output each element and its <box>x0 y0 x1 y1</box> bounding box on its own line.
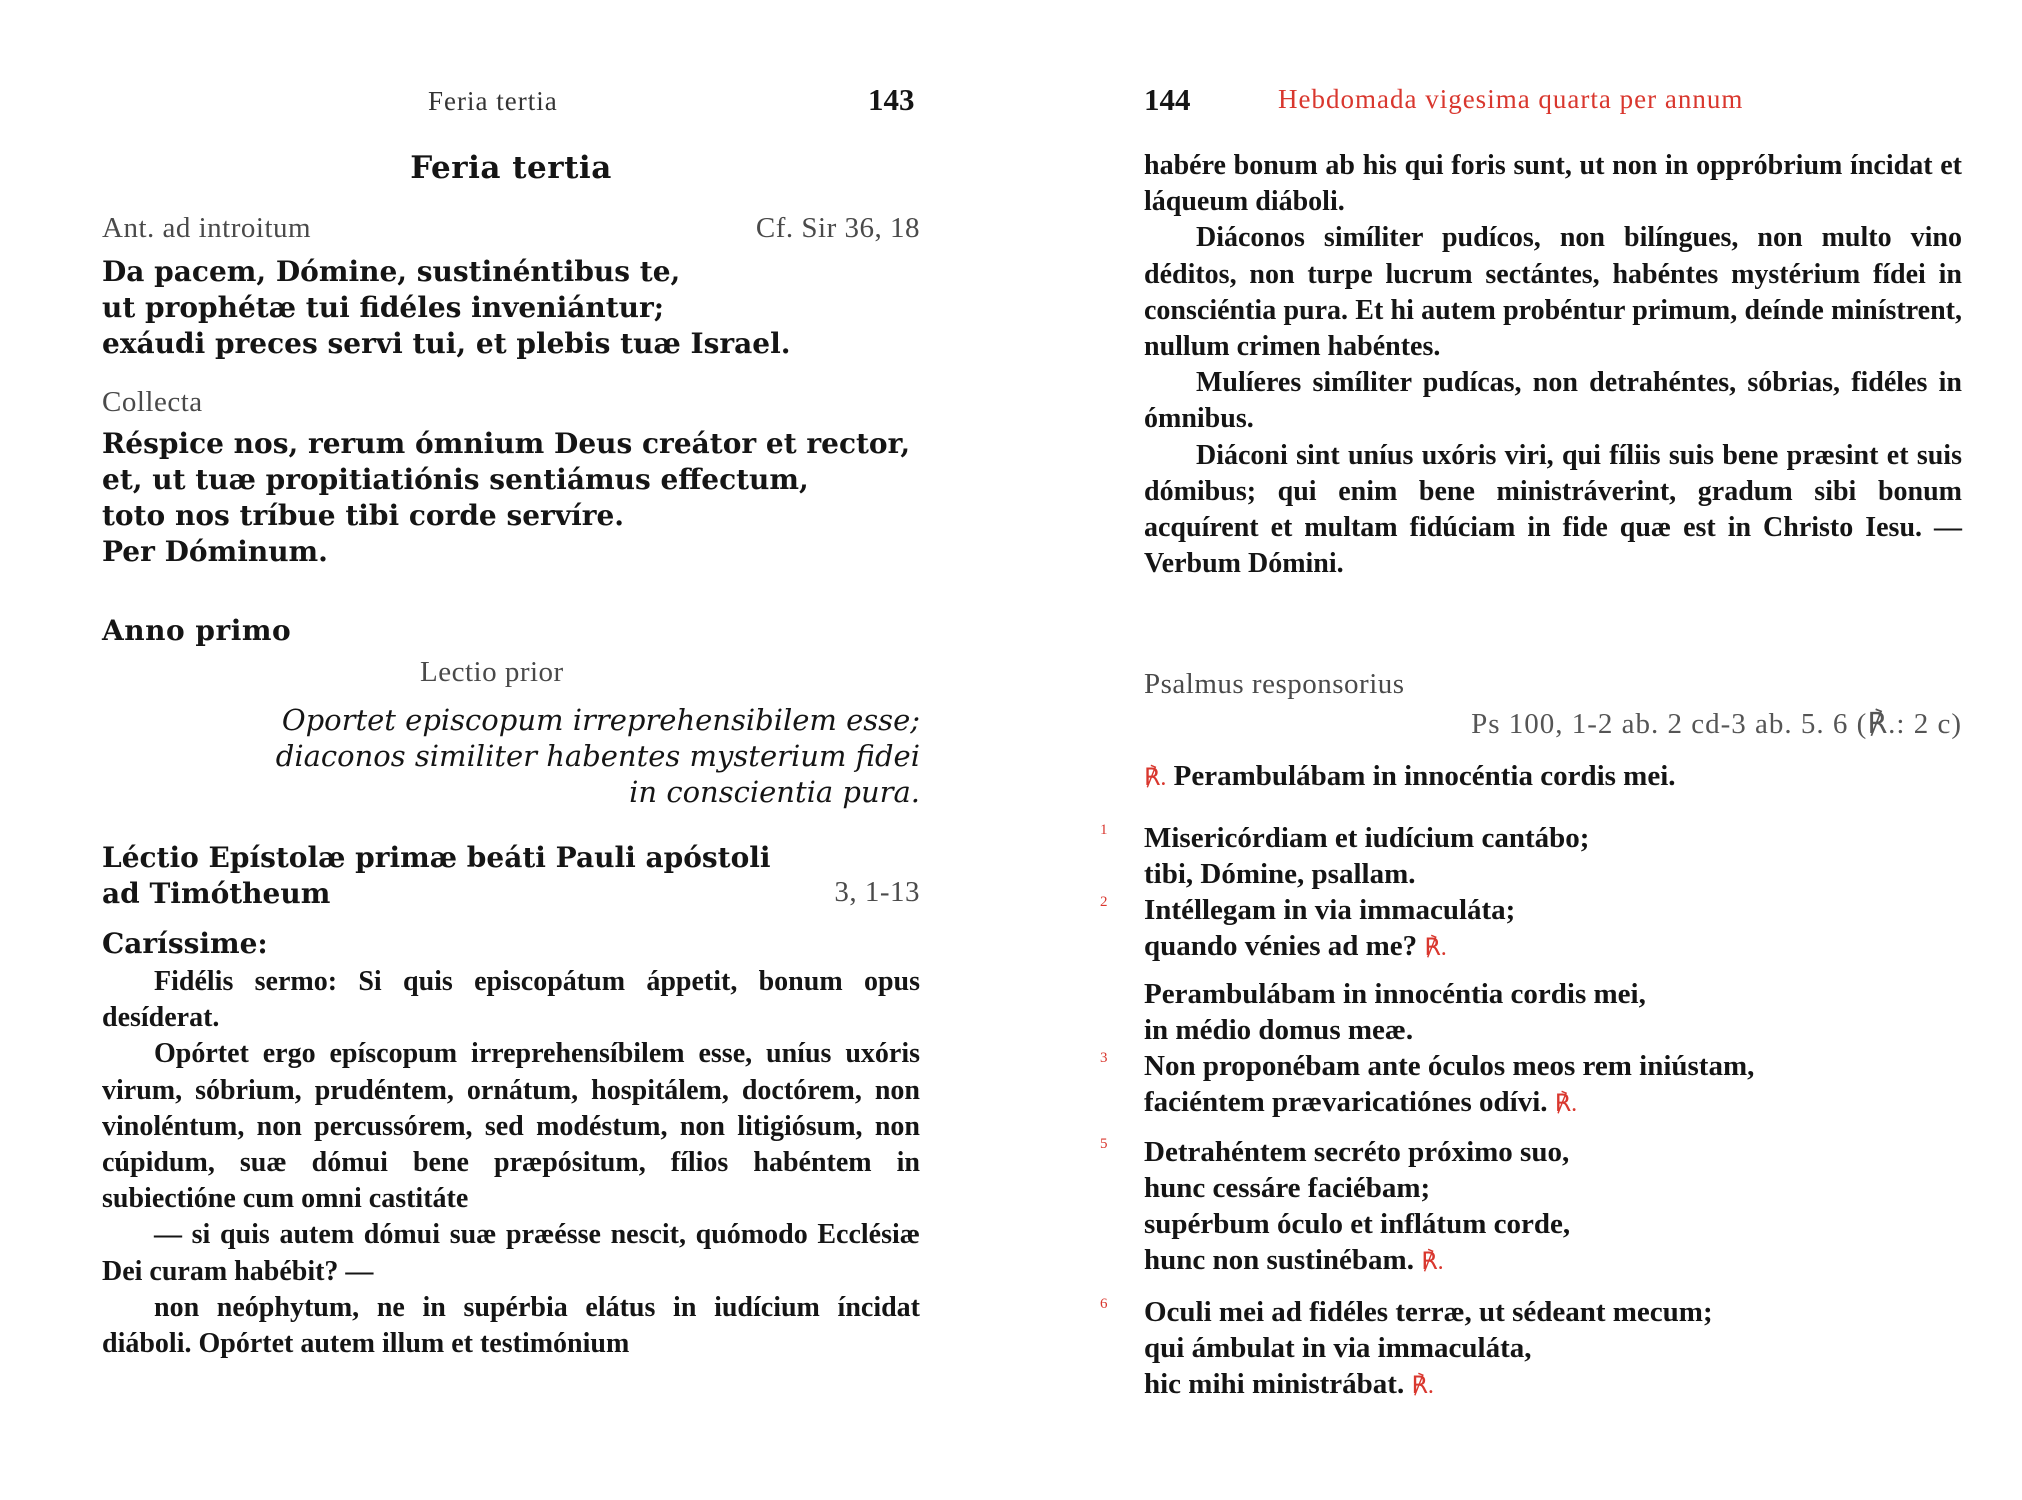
reading-summary-line: diaconos similiter habentes mysterium fidei <box>275 739 920 773</box>
response <box>1144 758 1676 796</box>
collect-line: Per Dóminum. <box>102 535 328 568</box>
reading-paragraph: Mulíeres simíliter pudícas, non detrahéntes, sóbrias, fidéles in ómnibus. <box>1144 367 1962 435</box>
psalm-line-text: quando vénies ad me? <box>1144 930 1418 962</box>
psalm-line: Detrahéntem secréto próximo suo, <box>1144 1136 1570 1168</box>
response-mark: ℟. <box>1144 765 1167 791</box>
psalm-line: supérbum óculo et inflátum corde, <box>1144 1208 1571 1240</box>
psalm-line: hunc cessáre faciébam; <box>1144 1172 1431 1204</box>
left-page <box>102 0 920 1500</box>
reading-body <box>102 964 920 1362</box>
reading-paragraph: Diáconi sint uníus uxóris viri, qui fíliis suis bene præsint et suis dómibus; qui enim bene ministráverint, gradum sibi bonum acquírent et multam fidúciam in fide quæ est in Christo Iesu. — Verbum Dómini. <box>1144 439 1962 580</box>
psalm-line <box>1144 928 1515 966</box>
response-text: Perambulábam in innocéntia cordis mei. <box>1173 760 1676 792</box>
running-head: Feria tertia <box>428 86 558 116</box>
collect-line: Réspice nos, rerum ómnium Deus creátor et rector, <box>102 427 911 460</box>
psalm-line <box>1144 1366 1713 1404</box>
response-mark: ℟. <box>1421 1249 1444 1275</box>
antiphon-line: exáudi preces servi tui, et plebis tuæ Israel. <box>102 327 791 360</box>
stanza <box>1100 1048 1755 1122</box>
right-page <box>1100 0 1962 1500</box>
reading-paragraph: — si quis autem dómui suæ præésse nescit, quómodo Ecclésiæ Dei curam habébit? — <box>102 1219 920 1287</box>
response-mark: ℟. <box>1424 935 1447 961</box>
stanza <box>1144 976 1646 1048</box>
reading-body-continued <box>1144 148 1962 582</box>
reading-paragraph: non neóphytum, ne in supérbia elátus in iudícium íncidat diáboli. Opórtet autem illum et testimónium <box>102 1291 920 1360</box>
reading-paragraph: Diáconos simíliter pudícos, non bilíngues, non multo vino déditos, non turpe lucrum sectántes, habéntes mystérium fídei in consciéntia pura. Et hi autem probéntur primum, deínde minístrent, nullum crimen habéntes. <box>1144 222 1962 363</box>
running-head: Hebdomada vigesima quarta per annum <box>1278 84 1744 114</box>
antiphon-label: Ant. ad introitum <box>102 212 312 244</box>
reading-title-line: ad Timótheum <box>102 877 331 910</box>
response-mark: ℟. <box>1554 1091 1578 1117</box>
antiphon-text <box>102 254 790 362</box>
response-mark: ℟. <box>1411 1373 1434 1399</box>
stanza <box>1100 1294 1713 1404</box>
psalm-line-text: faciéntem prævaricatiónes odívi. <box>1144 1086 1548 1118</box>
psalm-line <box>1144 1242 1570 1280</box>
year-heading: Anno primo <box>102 614 292 647</box>
reading-paragraph: habére bonum ab his qui foris sunt, ut non in oppróbrium íncidat et láqueum diáboli. <box>1144 150 1962 218</box>
antiphon-line: Da pacem, Dómine, sustinéntibus te, <box>102 255 681 288</box>
reading-paragraph: Fidélis sermo: Si quis episcopátum áppetit, bonum opus desíderat. <box>102 966 920 1034</box>
psalm-line: in médio domus meæ. <box>1144 1014 1414 1046</box>
verse-number: 5 <box>1100 1136 1108 1152</box>
psalm-reference: Ps 100, 1-2 ab. 2 cd-3 ab. 5. 6 (℟.: 2 c) <box>1471 708 1962 740</box>
psalm-line: Intéllegam in via immaculáta; <box>1144 894 1516 926</box>
reading-summary-line: in conscientia pura. <box>629 775 920 809</box>
psalm-line: qui ámbulat in via immaculáta, <box>1144 1332 1532 1364</box>
psalm-line: Misericórdiam et iudícium cantábo; <box>1144 822 1590 854</box>
psalm-line: Oculi mei ad fidéles terræ, ut sédeant mecum; <box>1144 1296 1713 1328</box>
psalm-line: Perambulábam in innocéntia cordis mei, <box>1144 978 1646 1010</box>
collect-line: toto nos tríbue tibi corde servíre. <box>102 499 625 532</box>
reading-summary-line: Oportet episcopum irreprehensibilem esse; <box>281 703 920 737</box>
psalm-line-text: hic mihi ministrábat. <box>1144 1368 1405 1400</box>
verse-number: 6 <box>1100 1296 1108 1312</box>
day-title: Feria tertia <box>410 150 612 186</box>
psalm-line: Non proponébam ante óculos meos rem iniústam, <box>1144 1050 1755 1082</box>
reading-label: Lectio prior <box>420 656 564 688</box>
reading-title <box>102 840 771 912</box>
psalm-line <box>1144 1084 1754 1122</box>
salutation: Caríssime: <box>102 927 268 960</box>
page-number: 143 <box>868 82 915 117</box>
reading-summary <box>276 702 920 810</box>
psalm-line: tibi, Dómine, psallam. <box>1144 858 1416 890</box>
page-number: 144 <box>1144 82 1191 117</box>
antiphon-reference: Cf. Sir 36, 18 <box>755 212 920 244</box>
psalm-label: Psalmus responsorius <box>1144 668 1405 700</box>
stanza <box>1100 892 1516 966</box>
collect-label: Collecta <box>102 386 203 418</box>
reading-title-line: Léctio Epístolæ primæ beáti Pauli apóstoli <box>102 841 771 874</box>
collect-text <box>102 426 910 570</box>
reading-paragraph: Opórtet ergo epíscopum irreprehensíbilem esse, uníus uxóris virum, sóbrium, prudéntem, ornátum, hospitálem, doctórem, non vinoléntum, non percussórem, sed modéstum, non litigiósum, non cúpidum, suæ dómui bene præpósitum, fílios habéntem in subiectióne cum omni castitáte <box>102 1038 920 1215</box>
psalm-line-text: hunc non sustinébam. <box>1144 1244 1414 1276</box>
stanza <box>1100 820 1590 892</box>
verse-number: 3 <box>1100 1050 1108 1066</box>
stanza <box>1100 1134 1571 1280</box>
collect-line: et, ut tuæ propitiatiónis sentiámus effectum, <box>102 463 809 496</box>
antiphon-line: ut prophétæ tui fidéles inveniántur; <box>102 291 665 324</box>
verse-number: 1 <box>1100 822 1108 838</box>
reading-reference: 3, 1-13 <box>834 876 920 908</box>
verse-number: 2 <box>1100 894 1108 910</box>
